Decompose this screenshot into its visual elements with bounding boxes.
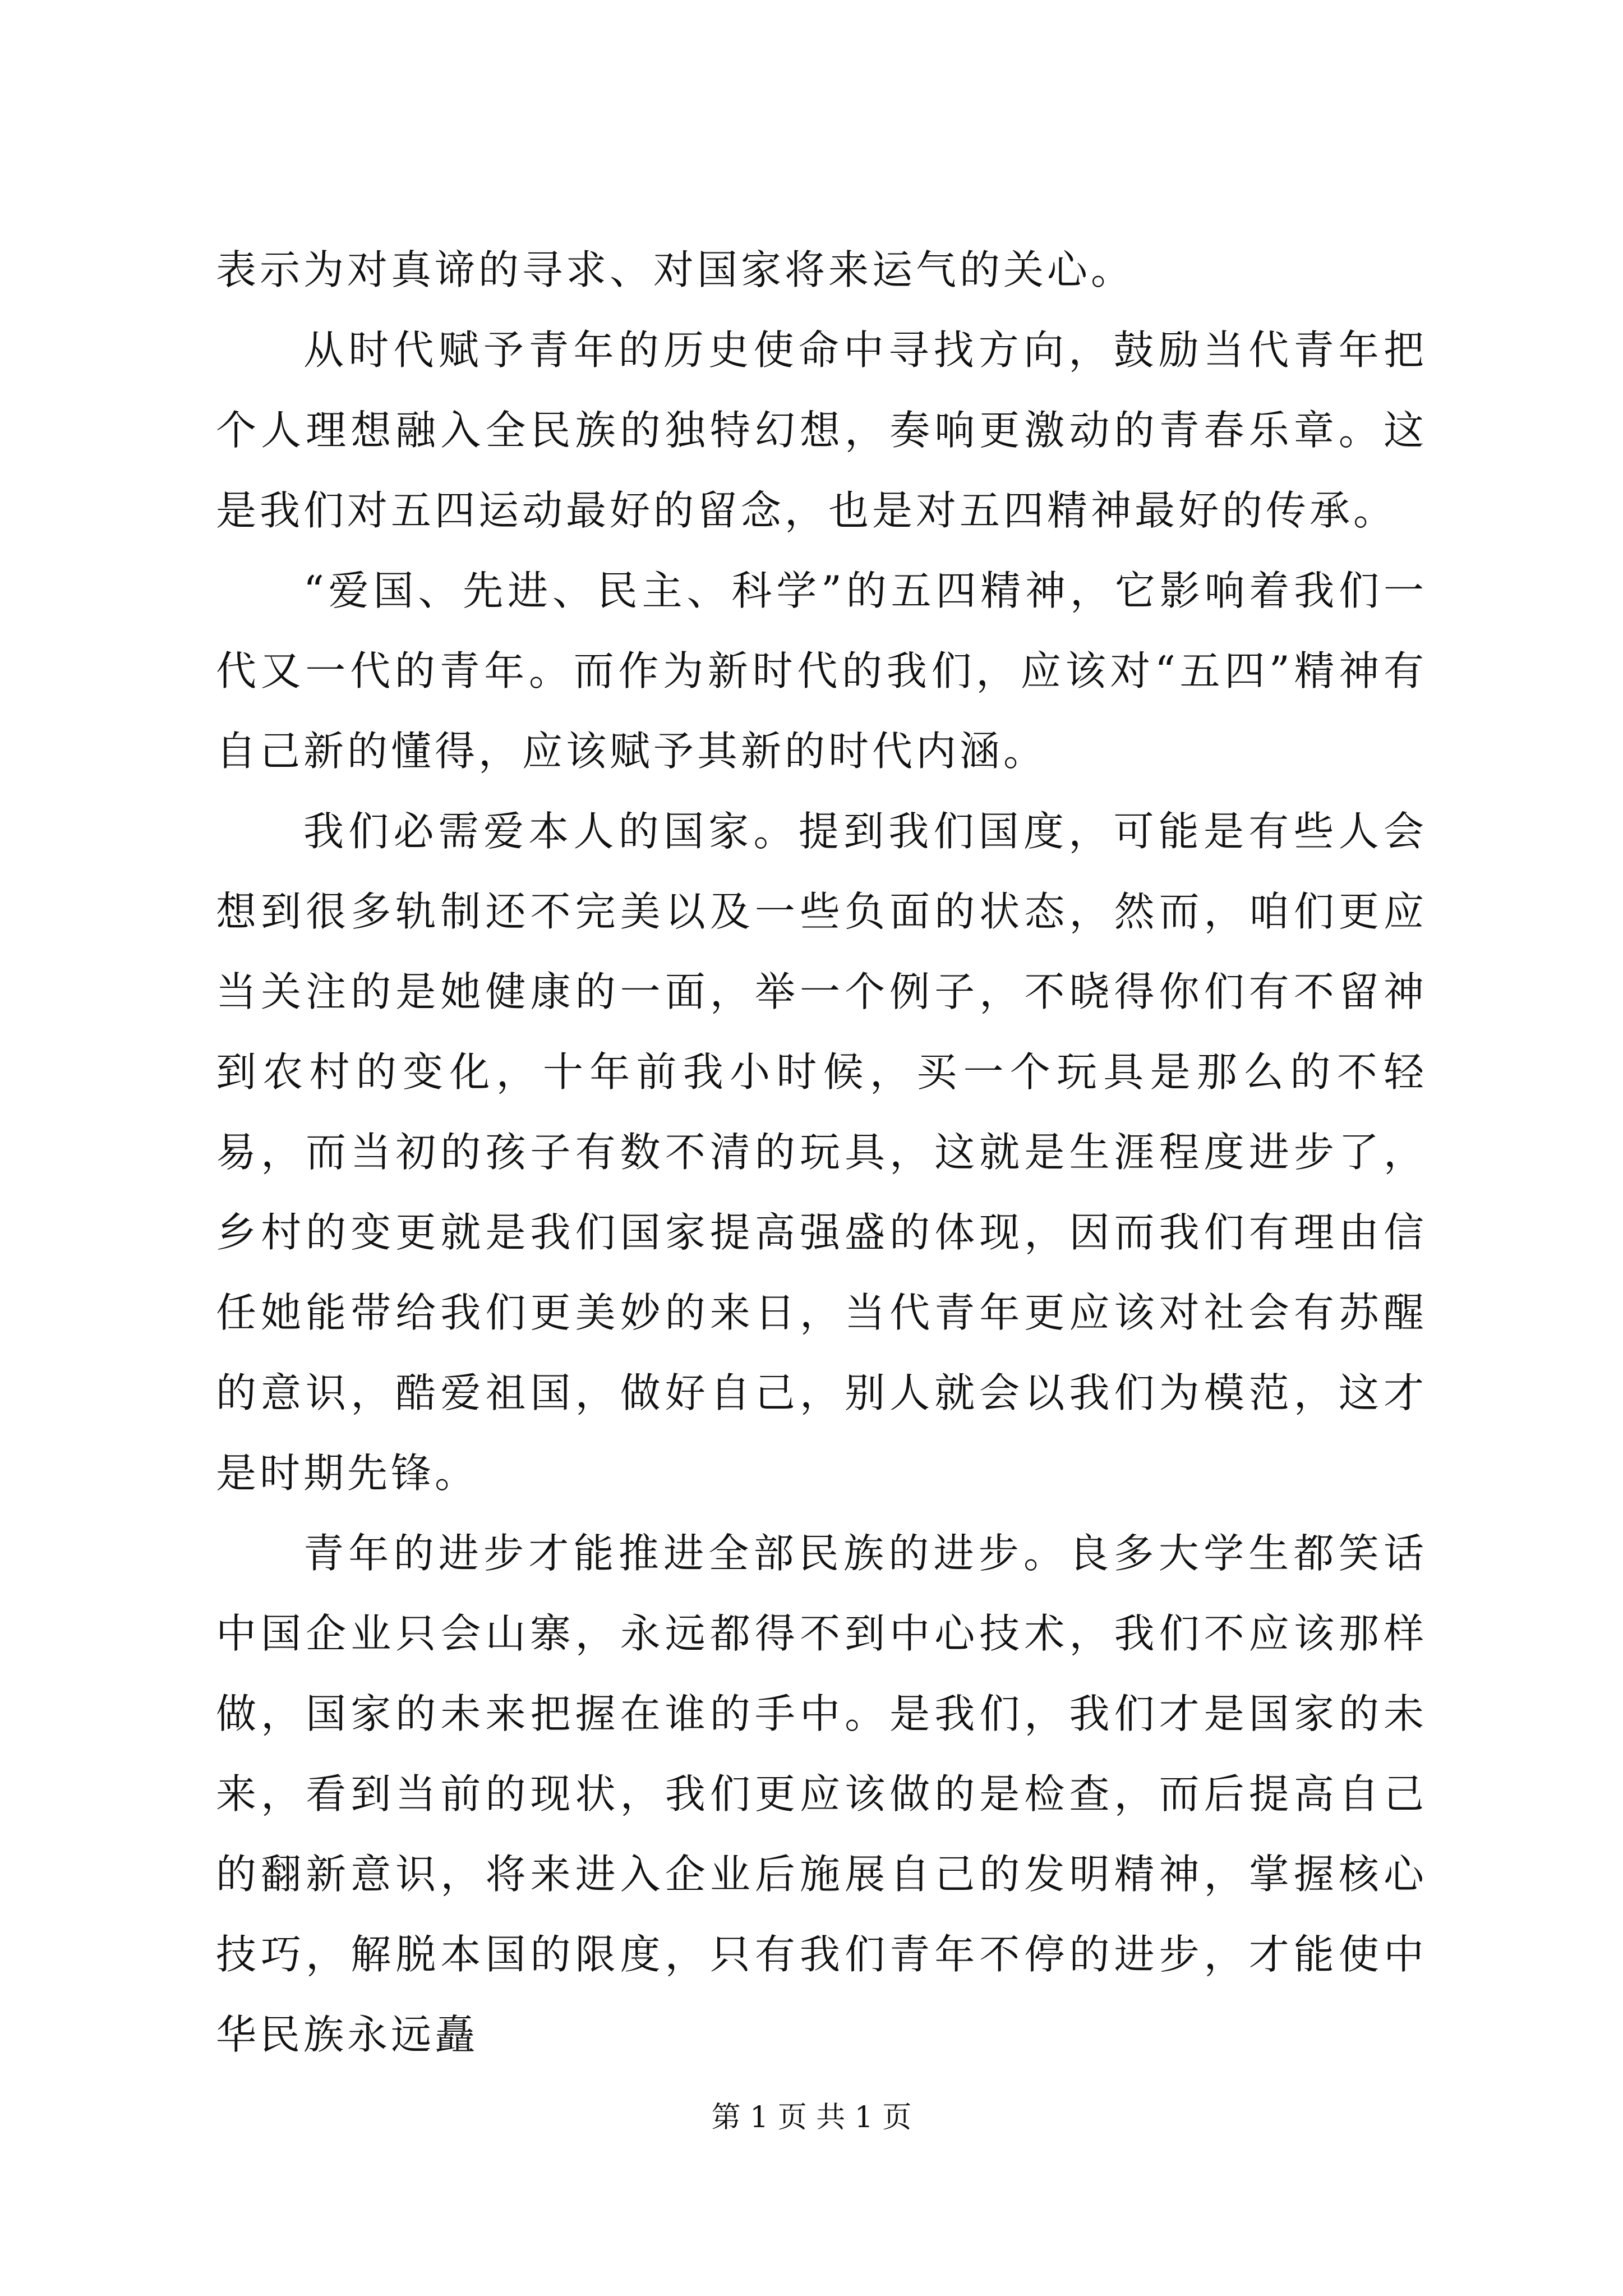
document-body [216, 230, 1427, 2075]
page-number-footer: 第 1 页 共 1 页 [711, 2101, 912, 2134]
paragraph-1: 表示为对真谛的寻求、对国家将来运气的关心。 [216, 246, 1135, 293]
paragraph-4: 我们必需爱本人的国家。提到我们国度，可能是有些人会想到很多轨制还不完美以及一些负面的状态，然而，咱们更应当关注的是她健康的一面，举一个例子，不晓得你们有不留神到农村的变化，十年前我小时候，买一个玩具是那么的不轻易，而当初的孩子有数不清的玩具，这就是生涯程度进步了，乡村的变更就是我们国家提高强盛的体现，因而我们有理由信任她能带给我们更美妙的来日，当代青年更应该对社会有苏醒的意识，酷爱祖国，做好自己，别人就会以我们为模范，这才是时期先锋。 [216, 808, 1427, 1497]
paragraph-2: 从时代赋予青年的历史使命中寻找方向，鼓励当代青年把个人理想融入全民族的独特幻想，奏响更激动的青春乐章。这是我们对五四运动最好的留念，也是对五四精神最好的传承。 [216, 326, 1427, 534]
paragraph-5: 青年的进步才能推进全部民族的进步。良多大学生都笑话中国企业只会山寨，永远都得不到中心技术，我们不应该那样做，国家的未来把握在谁的手中。是我们，我们才是国家的未来，看到当前的现状，我们更应该做的是检查，而后提高自己的翻新意识，将来进入企业后施展自己的发明精神，掌握核心技巧，解脱本国的限度，只有我们青年不停的进步，才能使中华民族永远矗 [216, 1530, 1427, 2058]
paragraph-3: “爱国、先进、民主、科学”的五四精神，它影响着我们一代又一代的青年。而作为新时代的我们，应该对“五四”精神有自己新的懂得，应该赋予其新的时代内涵。 [216, 567, 1427, 775]
